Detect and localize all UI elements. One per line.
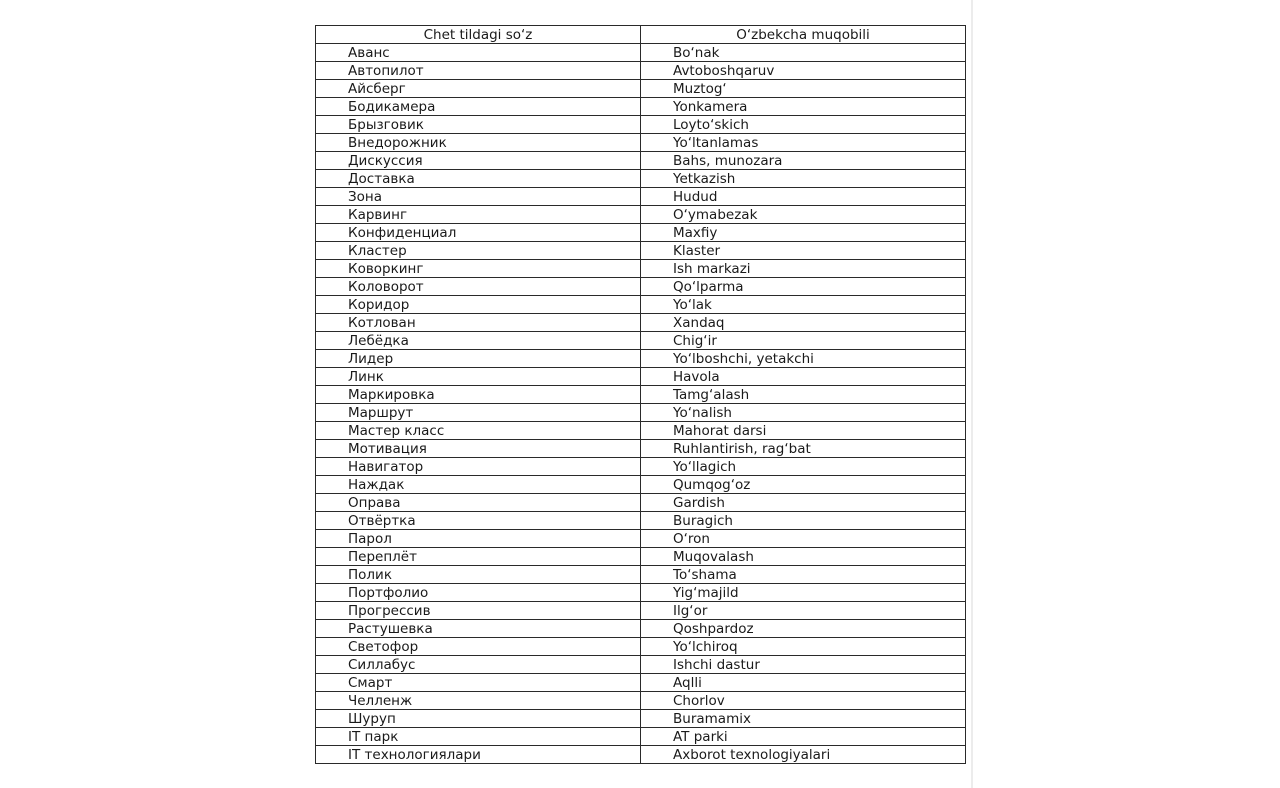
foreign-word-cell: Навигатор: [316, 458, 641, 476]
uzbek-equivalent-cell: Maxfiy: [641, 224, 966, 242]
table-row: [316, 638, 966, 656]
foreign-word-cell: Портфолио: [316, 584, 641, 602]
foreign-word-cell: Лидер: [316, 350, 641, 368]
table-body: [316, 44, 966, 764]
table-row: [316, 602, 966, 620]
uzbek-equivalent-cell: Hudud: [641, 188, 966, 206]
foreign-word-cell: Растушевка: [316, 620, 641, 638]
uzbek-equivalent-cell: Yo‘lboshchi, yetakchi: [641, 350, 966, 368]
header-uzbek-equivalent: O‘zbekcha muqobili: [641, 26, 966, 44]
table-row: [316, 188, 966, 206]
foreign-word-cell: Светофор: [316, 638, 641, 656]
foreign-word-cell: Мотивация: [316, 440, 641, 458]
uzbek-equivalent-cell: Ishchi dastur: [641, 656, 966, 674]
table-row: [316, 116, 966, 134]
table-row: [316, 386, 966, 404]
uzbek-equivalent-cell: O‘ron: [641, 530, 966, 548]
foreign-word-cell: Конфиденциал: [316, 224, 641, 242]
table-row: [316, 656, 966, 674]
uzbek-equivalent-cell: Mahorat darsi: [641, 422, 966, 440]
uzbek-equivalent-cell: O‘ymabezak: [641, 206, 966, 224]
uzbek-equivalent-cell: Ruhlantirish, rag‘bat: [641, 440, 966, 458]
foreign-word-cell: Мастер класс: [316, 422, 641, 440]
foreign-word-cell: Силлабус: [316, 656, 641, 674]
table-row: [316, 62, 966, 80]
uzbek-equivalent-cell: Buragich: [641, 512, 966, 530]
table-row: [316, 512, 966, 530]
uzbek-equivalent-cell: Yig‘majild: [641, 584, 966, 602]
table-row: [316, 530, 966, 548]
table-row: [316, 674, 966, 692]
uzbek-equivalent-cell: Bo‘nak: [641, 44, 966, 62]
foreign-word-cell: Парол: [316, 530, 641, 548]
foreign-word-cell: Переплёт: [316, 548, 641, 566]
uzbek-equivalent-cell: Ilg‘or: [641, 602, 966, 620]
uzbek-equivalent-cell: Bahs, munozara: [641, 152, 966, 170]
uzbek-equivalent-cell: Axborot texnologiyalari: [641, 746, 966, 764]
foreign-word-cell: Котлован: [316, 314, 641, 332]
uzbek-equivalent-cell: Yo‘lak: [641, 296, 966, 314]
uzbek-equivalent-cell: Havola: [641, 368, 966, 386]
uzbek-equivalent-cell: Gardish: [641, 494, 966, 512]
foreign-word-cell: Внедорожник: [316, 134, 641, 152]
foreign-word-cell: Отвёртка: [316, 512, 641, 530]
foreign-word-cell: Аванс: [316, 44, 641, 62]
table-row: [316, 584, 966, 602]
table-row: [316, 620, 966, 638]
uzbek-equivalent-cell: Yo‘lchiroq: [641, 638, 966, 656]
uzbek-equivalent-cell: Yonkamera: [641, 98, 966, 116]
table-row: [316, 476, 966, 494]
table-row: [316, 260, 966, 278]
table-row: [316, 494, 966, 512]
foreign-word-cell: Доставка: [316, 170, 641, 188]
foreign-word-cell: Автопилот: [316, 62, 641, 80]
table-row: [316, 440, 966, 458]
foreign-word-cell: Маркировка: [316, 386, 641, 404]
uzbek-equivalent-cell: Yo‘llagich: [641, 458, 966, 476]
foreign-word-cell: Бодикамера: [316, 98, 641, 116]
foreign-word-cell: IT технологиялари: [316, 746, 641, 764]
uzbek-equivalent-cell: Buramamix: [641, 710, 966, 728]
foreign-word-cell: Айсберг: [316, 80, 641, 98]
foreign-word-cell: Прогрессив: [316, 602, 641, 620]
uzbek-equivalent-cell: Ish markazi: [641, 260, 966, 278]
uzbek-equivalent-cell: Avtoboshqaruv: [641, 62, 966, 80]
table-row: [316, 422, 966, 440]
uzbek-equivalent-cell: Xandaq: [641, 314, 966, 332]
foreign-word-cell: Смарт: [316, 674, 641, 692]
uzbek-equivalent-cell: Loyto‘skich: [641, 116, 966, 134]
uzbek-equivalent-cell: AT parki: [641, 728, 966, 746]
table-row: [316, 350, 966, 368]
table-row: [316, 278, 966, 296]
uzbek-equivalent-cell: Aqlli: [641, 674, 966, 692]
table-row: [316, 710, 966, 728]
table-row: [316, 134, 966, 152]
table-row: [316, 44, 966, 62]
foreign-word-cell: Зона: [316, 188, 641, 206]
uzbek-equivalent-cell: Qumqog‘oz: [641, 476, 966, 494]
table-row: [316, 224, 966, 242]
table-row: [316, 746, 966, 764]
uzbek-equivalent-cell: Muztog‘: [641, 80, 966, 98]
table-row: [316, 98, 966, 116]
table-row: [316, 242, 966, 260]
table-row: [316, 404, 966, 422]
foreign-word-cell: Коридор: [316, 296, 641, 314]
uzbek-equivalent-cell: Qo‘lparma: [641, 278, 966, 296]
vocabulary-table: [315, 25, 966, 764]
foreign-word-cell: Карвинг: [316, 206, 641, 224]
table-row: [316, 728, 966, 746]
foreign-word-cell: Маршрут: [316, 404, 641, 422]
table-row: [316, 692, 966, 710]
table-row: [316, 206, 966, 224]
header-foreign-word: Chet tildagi so‘z: [316, 26, 641, 44]
foreign-word-cell: Коворкинг: [316, 260, 641, 278]
table-row: [316, 152, 966, 170]
table-row: [316, 314, 966, 332]
foreign-word-cell: Лебёдка: [316, 332, 641, 350]
foreign-word-cell: Шуруп: [316, 710, 641, 728]
table-row: [316, 170, 966, 188]
uzbek-equivalent-cell: Chorlov: [641, 692, 966, 710]
table-row: [316, 368, 966, 386]
foreign-word-cell: Брызговик: [316, 116, 641, 134]
table-row: [316, 566, 966, 584]
table-row: [316, 332, 966, 350]
uzbek-equivalent-cell: Qoshpardoz: [641, 620, 966, 638]
uzbek-equivalent-cell: Yo‘nalish: [641, 404, 966, 422]
foreign-word-cell: Полик: [316, 566, 641, 584]
table-row: [316, 458, 966, 476]
foreign-word-cell: Кластер: [316, 242, 641, 260]
foreign-word-cell: Челленж: [316, 692, 641, 710]
table-row: [316, 80, 966, 98]
table-row: [316, 296, 966, 314]
uzbek-equivalent-cell: To‘shama: [641, 566, 966, 584]
foreign-word-cell: Дискуссия: [316, 152, 641, 170]
foreign-word-cell: Линк: [316, 368, 641, 386]
foreign-word-cell: Оправа: [316, 494, 641, 512]
foreign-word-cell: IT парк: [316, 728, 641, 746]
table-header-row: [316, 26, 966, 44]
uzbek-equivalent-cell: Muqovalash: [641, 548, 966, 566]
uzbek-equivalent-cell: Yetkazish: [641, 170, 966, 188]
page-edge-divider: [971, 0, 973, 788]
uzbek-equivalent-cell: Tamg‘alash: [641, 386, 966, 404]
table-row: [316, 548, 966, 566]
uzbek-equivalent-cell: Yo‘ltanlamas: [641, 134, 966, 152]
foreign-word-cell: Наждак: [316, 476, 641, 494]
foreign-word-cell: Коловорот: [316, 278, 641, 296]
uzbek-equivalent-cell: Klaster: [641, 242, 966, 260]
uzbek-equivalent-cell: Chig‘ir: [641, 332, 966, 350]
